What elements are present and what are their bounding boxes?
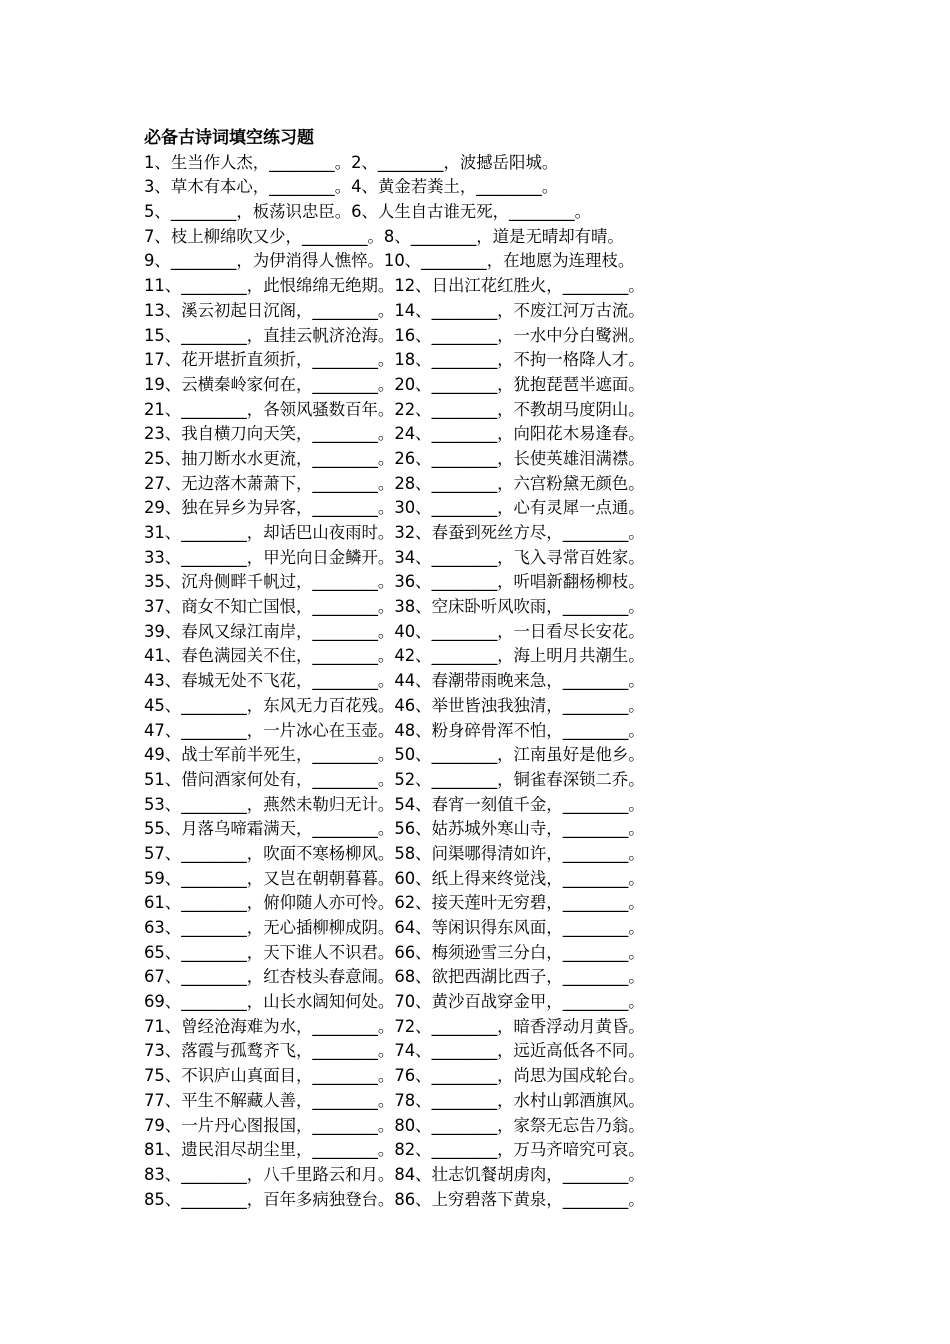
exercise-line: 3、草木有本心，________。4、黄金若粪土，________。 xyxy=(144,177,559,197)
exercise-line: 45、________，东风无力百花残。46、举世皆浊我独清，________。 xyxy=(144,695,645,715)
exercise-line: 17、花开堪折直须折，________。18、________，不拘一格降人才。 xyxy=(144,350,645,370)
exercise-line: 81、遗民泪尽胡尘里，________。82、________，万马齐喑究可哀。 xyxy=(144,1140,645,1160)
exercise-line: 57、________，吹面不寒杨柳风。58、问渠哪得清如许，________。 xyxy=(144,843,645,863)
exercise-line: 35、沉舟侧畔千帆过，________。36、________，听唱新翻杨柳枝。 xyxy=(144,572,645,592)
exercise-line: 5、________，板荡识忠臣。6、人生自古谁无死，________。 xyxy=(144,202,592,222)
exercise-line: 67、________，红杏枝头春意闹。68、欲把西湖比西子，________。 xyxy=(144,967,645,987)
exercise-line: 25、抽刀断水水更流，________。26、________，长使英雄泪满襟。 xyxy=(144,448,645,468)
exercise-line: 19、云横秦岭家何在，________。20、________，犹抱琵琶半遮面。 xyxy=(144,374,645,394)
exercise-line: 41、春色满园关不住，________。42、________，海上明月共潮生。 xyxy=(144,646,645,666)
exercise-line: 65、________，天下谁人不识君。66、梅须逊雪三分白，________。 xyxy=(144,942,645,962)
exercise-line: 37、商女不知亡国恨，________。38、空床卧听风吹雨，________。 xyxy=(144,597,645,617)
exercise-line: 55、月落乌啼霜满天，________。56、姑苏城外寒山寺，________。 xyxy=(144,819,645,839)
exercise-line: 7、枝上柳绵吹又少，________。8、________，道是无晴却有晴。 xyxy=(144,226,624,246)
exercise-line: 13、溪云初起日沉阁，________。14、________，不废江河万古流。 xyxy=(144,300,645,320)
exercise-line: 31、________，却话巴山夜雨时。32、春蚕到死丝方尽，________。 xyxy=(144,523,645,542)
exercise-line: 49、战士军前半死生，________。50、________，江南虽好是他乡。 xyxy=(144,745,645,765)
exercise-line: 27、无边落木萧萧下，________。28、________，六宫粉黛无颜色。 xyxy=(144,473,645,493)
exercise-line: 79、一片丹心图报国，________。80、________，家祭无忘告乃翁。 xyxy=(144,1115,645,1135)
exercise-line: 43、春城无处不飞花，________。44、春潮带雨晚来急，________。 xyxy=(144,671,645,691)
exercise-line: 83、________，八千里路云和月。84、壮志饥餐胡虏肉，________。 xyxy=(144,1164,645,1184)
exercise-line: 1、生当作人杰，________。2、________，波撼岳阳城。 xyxy=(144,152,559,172)
exercise-line: 59、________，又岂在朝朝暮暮。60、纸上得来终觉浅，________。 xyxy=(144,868,645,888)
exercise-line: 15、________，直挂云帆济沧海。16、________，一水中分白鹭洲。 xyxy=(144,325,645,345)
exercise-line: 63、________，无心插柳柳成阴。64、等闲识得东风面，________。 xyxy=(144,918,645,937)
exercise-line: 21、________，各领风骚数百年。22、________，不教胡马度阴山。 xyxy=(144,399,645,419)
exercise-line: 9、________，为伊消得人憔悴。10、________，在地愿为连理枝。 xyxy=(144,251,635,271)
exercise-line: 69、________，山长水阔知何处。70、黄沙百战穿金甲，________。 xyxy=(144,992,645,1012)
exercise-line: 53、________，燕然未勒归无计。54、春宵一刻值千金，________。 xyxy=(144,794,645,814)
exercise-line: 77、平生不解藏人善，________。78、________，水村山郭酒旗风。 xyxy=(144,1090,645,1110)
exercise-line: 39、春风又绿江南岸，________。40、________，一日看尽长安花。 xyxy=(144,621,645,641)
exercise-line: 29、独在异乡为异客，________。30、________，心有灵犀一点通。 xyxy=(144,498,645,518)
exercise-line: 85、________，百年多病独登台。86、上穷碧落下黄泉，________。 xyxy=(144,1189,645,1209)
document-body xyxy=(144,126,934,1212)
exercise-line: 51、借问酒家何处有，________。52、________，铜雀春深锁二乔。 xyxy=(144,769,645,789)
exercise-line: 73、落霞与孤鹜齐飞，________。74、________，远近高低各不同。 xyxy=(144,1041,645,1061)
exercise-list xyxy=(144,151,934,1213)
exercise-line: 11、________，此恨绵绵无绝期。12、日出江花红胜火，________。 xyxy=(144,276,645,296)
exercise-line: 47、________，一片冰心在玉壶。48、粉身碎骨浑不怕，________。 xyxy=(144,720,645,740)
exercise-line: 61、________，俯仰随人亦可怜。62、接天莲叶无穷碧，________。 xyxy=(144,893,645,913)
exercise-line: 75、不识庐山真面目，________。76、________，尚思为国戍轮台。 xyxy=(144,1066,645,1086)
exercise-line: 71、曾经沧海难为水，________。72、________，暗香浮动月黄昏。 xyxy=(144,1016,645,1036)
exercise-line: 33、________，甲光向日金鳞开。34、________，飞入寻常百姓家。 xyxy=(144,547,645,567)
page-title: 必备古诗词填空练习题 xyxy=(144,128,314,148)
exercise-line: 23、我自横刀向天笑，________。24、________，向阳花木易逢春。 xyxy=(144,424,645,444)
